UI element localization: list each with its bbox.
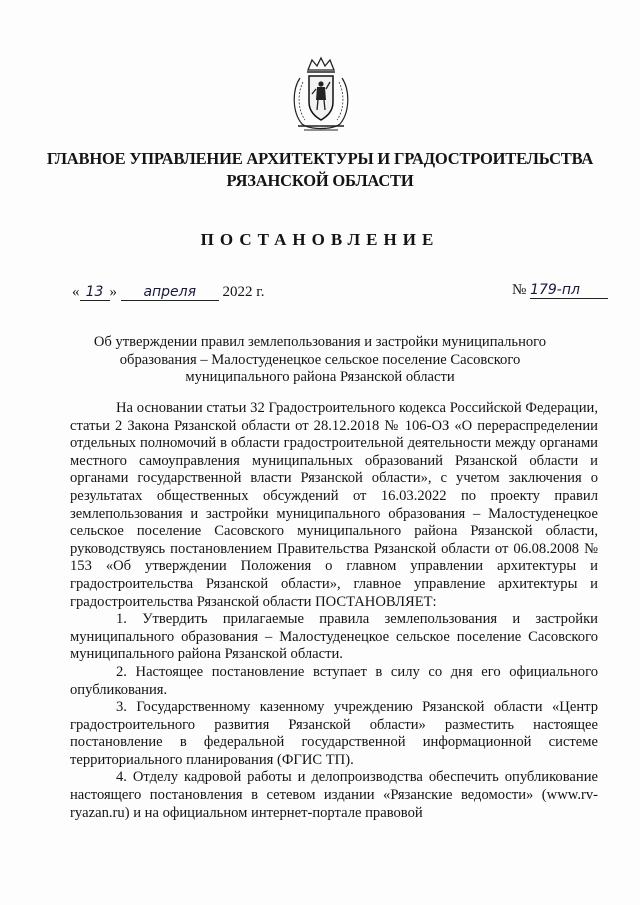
date-month: апреля xyxy=(121,284,219,301)
document-number xyxy=(512,282,608,299)
date-close-quote: » xyxy=(109,284,117,300)
preamble-paragraph: На основании статьи 32 Градостроительного кодекса Российской Федерации, статьи 2 Закона Рязанской области от 28.12.2018 № 106-ОЗ «О перераспределении отдельных полномочий в области градостроительной деятельности между органами местного самоуправления муниципальных образований Рязанской области и органами государственной власти Рязанской области», с учетом заключения о результатах общественных обсуждений от 16.03.2022 по проекту правил землепользования и застройки муниципального образования – Малостуденецкое сельское поселение Сасовского муниципального района Рязанской области, руководствуясь постановлением Правительства Рязанской области от 06.08.2008 № 153 «Об утверждении Положения о главном управлении архитектуры и градостроительства Рязанской области», главное управление архитектуры и градостроительства Рязанской области ПОСТАНОВЛЯЕТ: xyxy=(70,400,598,610)
authority-line-1: ГЛАВНОЕ УПРАВЛЕНИЕ АРХИТЕКТУРЫ И ГРАДОСТРОИТЕЛЬСТВА xyxy=(46,149,594,168)
date-year: 2022 г. xyxy=(222,284,265,300)
resolution-item-4: 4. Отделу кадровой работы и делопроизводства обеспечить опубликование настоящего постановления в сетевом издании «Рязанские ведомости» (www.rv-ryazan.ru) и на официальном интернет-портале правовой xyxy=(70,769,598,821)
subject-line-2: образования – Малостуденецкое сельское поселение Сасовского xyxy=(119,351,521,368)
document-subject xyxy=(70,334,570,387)
resolution-item-3: 3. Государственному казенному учреждению Рязанской области «Центр градостроительного развития Рязанской области» разместить настоящее постановление в федеральной государственной информационной системе территориального планирования (ФГИС ТП). xyxy=(70,699,598,768)
resolution-item-2: 2. Настоящее постановление вступает в силу со дня его официального опубликования. xyxy=(70,663,598,698)
authority-line-2: РЯЗАНСКОЙ ОБЛАСТИ xyxy=(226,171,414,190)
resolution-item-1: 1. Утвердить прилагаемые правила землепользования и застройки муниципального образования – Малостуденецкое сельское поселение Сасовского муниципального района Рязанской области. xyxy=(70,611,598,663)
date-open-quote: « xyxy=(72,284,80,300)
number-label: № xyxy=(512,282,527,298)
subject-line-3: муниципального района Рязанской области xyxy=(185,369,455,386)
issuing-authority xyxy=(40,148,600,192)
number-value: 179-пл xyxy=(530,282,608,299)
document-date xyxy=(72,284,264,301)
coat-of-arms-icon xyxy=(290,56,352,134)
document-type-title: ПОСТАНОВЛЕНИЕ xyxy=(200,230,440,249)
date-day: 13 xyxy=(80,284,110,301)
subject-line-1: Об утверждении правил землепользования и застройки муниципального xyxy=(93,334,547,350)
document-body xyxy=(70,400,598,822)
